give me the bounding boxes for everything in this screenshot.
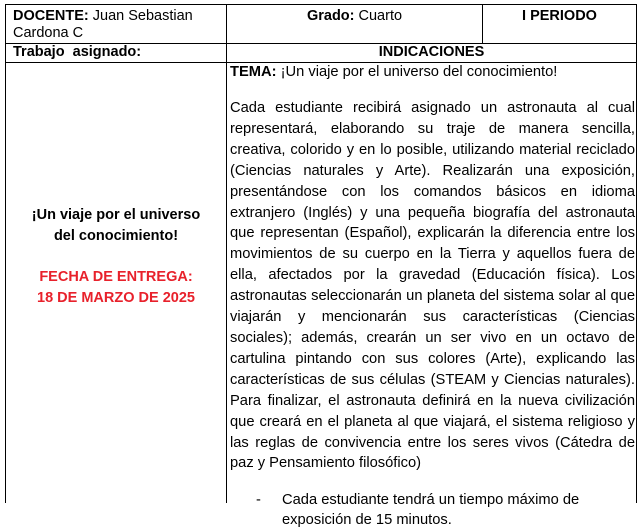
periodo-label: I PERIODO <box>522 8 597 24</box>
trabajo-asignado-cell <box>13 44 223 61</box>
docente-label: DOCENTE: <box>13 8 89 24</box>
grado-value: Cuarto <box>358 8 403 24</box>
tema-value: ¡Un viaje por el universo del conocimiento! <box>280 64 558 80</box>
list-item <box>230 490 635 530</box>
assignment-title: ¡Un viaje por el universo del conocimiento! <box>31 207 201 244</box>
due-date-value: 18 DE MARZO DE 2025 <box>37 290 195 306</box>
table-border-top <box>5 4 637 5</box>
grado-label: Grado: <box>306 8 355 24</box>
assignment-summary-cell <box>6 205 226 309</box>
tema-label: TEMA: <box>230 64 277 80</box>
table-col-divider-1 <box>226 4 227 503</box>
trabajo-asignado-label: Trabajo asignado: <box>13 44 142 60</box>
grado-cell <box>227 8 482 25</box>
bullet-text: Cada estudiante tendrá un tiempo máximo de exposición de 15 minutos. <box>282 492 580 529</box>
indicaciones-label: INDICACIONES <box>378 44 485 60</box>
docente-value: Juan Sebastian Cardona C <box>13 8 193 41</box>
docente-cell <box>13 8 223 42</box>
tema-line <box>230 63 635 81</box>
indicaciones-cell <box>227 44 636 61</box>
instructions-paragraph: Cada estudiante recibirá asignado un astronauta al cual representará, elaborando su traje de manera sencilla, creativa, colorido y en lo posible, utilizando material reciclado (Ciencias naturales y Arte). Realizarán una exposición, presentándose con los comandos básicos en idioma extranjero (Inglés) y una pequeña biografía del astronauta que representan (Español), explicarán la diferencia entre los movimientos de su cuerpo en la Tierra y aquellos fuera de ella, afectados por la gravedad (Educación física). Los astronautas seleccionarán un planeta del sistema solar al que viajarán y mencionarán sus características (Ciencias sociales); además, crearán un ser vivo en un octavo de cartulina pintando con sus colores (Arte), explicando las características de sus células (STEAM y Ciencias naturales). Para finalizar, el astronauta definirá en la nueva civilización que creará en el planeta al que viajará, el sistema religioso y las reglas de convivencia entre los seres vivos (Cátedra de paz y Pensamiento filosófico) <box>230 100 635 472</box>
bullet-marker: - <box>256 492 261 509</box>
periodo-cell <box>483 8 636 25</box>
table-border-right <box>636 4 637 503</box>
instructions-cell <box>230 63 635 530</box>
due-date-label: FECHA DE ENTREGA: <box>39 269 193 285</box>
